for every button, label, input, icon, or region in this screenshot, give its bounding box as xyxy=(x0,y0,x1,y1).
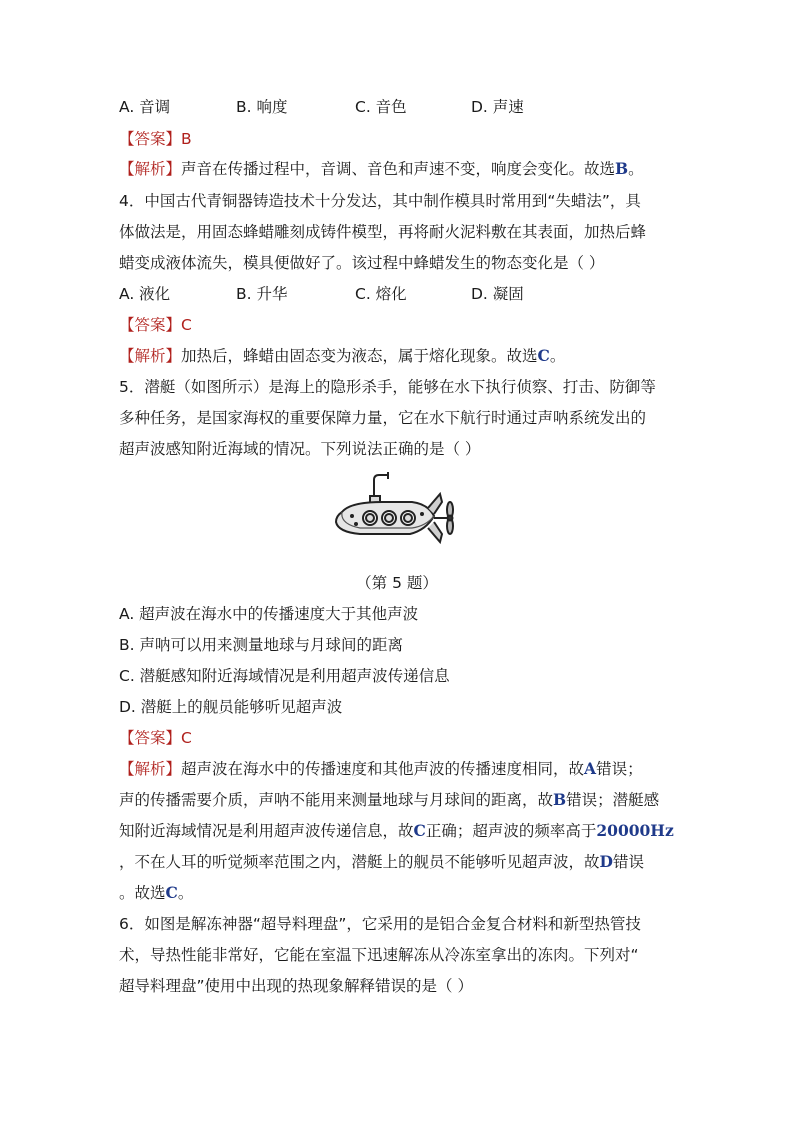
q3-option-a: A. 音调 xyxy=(119,98,171,116)
analysis-text: 。故选 xyxy=(119,884,166,902)
q3-option-b: B. 响度 xyxy=(236,98,288,116)
analysis-choice: C xyxy=(537,346,550,365)
q5-analysis-line-1 xyxy=(119,758,694,780)
analysis-tag: 【解析】 xyxy=(119,760,182,778)
frequency-value: 20000Hz xyxy=(596,821,674,840)
q3-answer xyxy=(119,128,694,150)
analysis-choice: D xyxy=(599,852,613,871)
q6-stem-line-3: 超导料理盘”使用中出现的热现象解释错误的是（ ） xyxy=(119,977,473,995)
q3-option-d: D. 声速 xyxy=(471,98,524,116)
q3-option-c: C. 音色 xyxy=(355,98,407,116)
answer-value: C xyxy=(181,729,192,747)
q5-option-d: D. 潜艇上的舰员能够听见超声波 xyxy=(119,698,343,716)
analysis-choice: C xyxy=(413,821,426,840)
q6-stem-line-1: 6．如图是解冻神器“超导料理盘”，它采用的是铝合金复合材料和新型热管技 xyxy=(119,915,641,933)
q6-stem-line-2: 术，导热性能非常好，它能在室温下迅速解冻从冷冻室拿出的冻肉。下列对“ xyxy=(119,946,639,964)
q5-analysis-line-2 xyxy=(119,789,694,811)
answer-tag: 【答案】 xyxy=(119,729,182,747)
q4-option-c: C. 熔化 xyxy=(355,285,407,303)
answer-value: B xyxy=(181,130,192,148)
q4-option-b: B. 升华 xyxy=(236,285,288,303)
q4-analysis xyxy=(119,345,694,367)
q5-option-a: A. 超声波在海水中的传播速度大于其他声波 xyxy=(119,605,419,623)
analysis-text: 正确；超声波的频率高于 xyxy=(425,822,597,840)
analysis-choice: C xyxy=(165,883,178,902)
q4-stem-line-1: 4．中国古代青铜器铸造技术十分发达，其中制作模具时常用到“失蜡法”，具 xyxy=(119,192,641,210)
analysis-choice: A xyxy=(584,759,597,778)
q5-analysis-line-4 xyxy=(119,851,694,873)
q5-option-b: B. 声呐可以用来测量地球与月球间的距离 xyxy=(119,636,403,654)
analysis-text: ，不在人耳的听觉频率范围之内，潜艇上的舰员不能够听见超声波，故 xyxy=(119,853,600,871)
q4-option-d: D. 凝固 xyxy=(471,285,524,303)
analysis-text: 知附近海域情况是利用超声波传递信息，故 xyxy=(119,822,414,840)
submarine-illustration xyxy=(330,472,462,562)
analysis-end: 。 xyxy=(177,884,194,902)
figure-caption: （第 5 题） xyxy=(356,574,438,592)
analysis-end: 。 xyxy=(549,347,566,365)
q4-stem-line-3: 蜡变成液体流失，模具便做好了。该过程中蜂蜡发生的物态变化是（ ） xyxy=(119,254,605,272)
q5-option-c: C. 潜艇感知附近海域情况是利用超声波传递信息 xyxy=(119,667,450,685)
q5-stem-line-3: 超声波感知附近海域的情况。下列说法正确的是（ ） xyxy=(119,440,481,458)
analysis-text: 错误 xyxy=(612,853,644,871)
q3-analysis xyxy=(119,158,694,180)
analysis-text: 加热后，蜂蜡由固态变为液态，属于熔化现象。故选 xyxy=(181,347,538,365)
answer-tag: 【答案】 xyxy=(119,130,182,148)
analysis-text: 声的传播需要介质，声呐不能用来测量地球与月球间的距离，故 xyxy=(119,791,554,809)
q5-answer xyxy=(119,727,694,749)
answer-tag: 【答案】 xyxy=(119,316,182,334)
q5-analysis-line-3 xyxy=(119,820,694,842)
analysis-choice: B xyxy=(553,790,567,809)
q5-stem-line-2: 多种任务，是国家海权的重要保障力量，它在水下航行时通过声呐系统发出的 xyxy=(119,409,647,427)
analysis-end: 。 xyxy=(628,160,644,178)
analysis-text: 错误； xyxy=(596,760,643,778)
analysis-tag: 【解析】 xyxy=(119,160,182,178)
analysis-text: 错误；潜艇感 xyxy=(566,791,660,809)
answer-value: C xyxy=(181,316,192,334)
analysis-text: 声音在传播过程中，音调、音色和声速不变，响度会变化。故选 xyxy=(181,160,616,178)
analysis-text: 超声波在海水中的传播速度和其他声波的传播速度相同，故 xyxy=(181,760,585,778)
q4-answer xyxy=(119,314,694,336)
q5-analysis-line-5 xyxy=(119,882,694,904)
q5-stem-line-1: 5．潜艇（如图所示）是海上的隐形杀手，能够在水下执行侦察、打击、防御等 xyxy=(119,378,656,396)
q4-option-a: A. 液化 xyxy=(119,285,171,303)
analysis-choice: B xyxy=(615,159,629,178)
q4-stem-line-2: 体做法是，用固态蜂蜡雕刻成铸件模型，再将耐火泥料敷在其表面，加热后蜂 xyxy=(119,223,647,241)
analysis-tag: 【解析】 xyxy=(119,347,182,365)
